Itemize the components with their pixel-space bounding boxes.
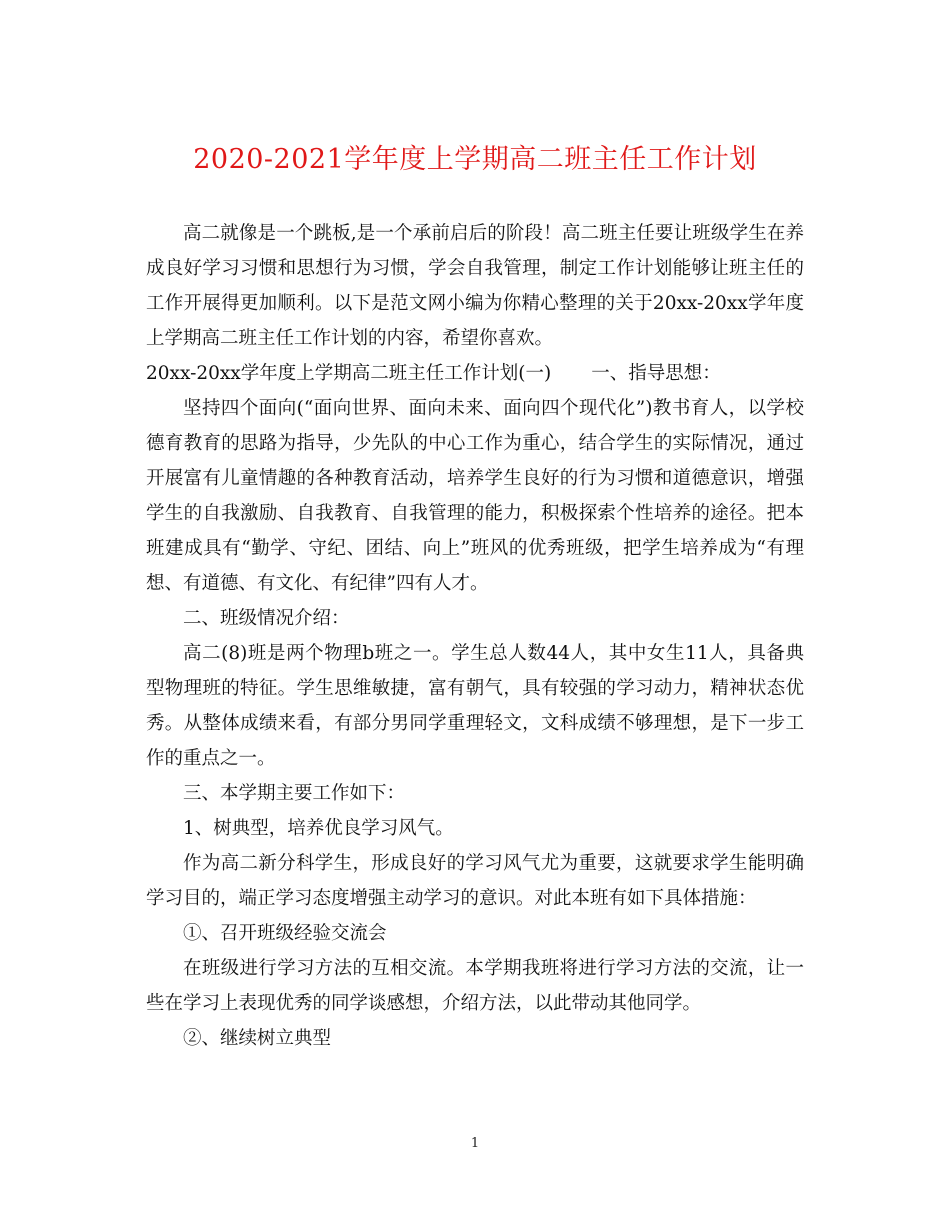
section1-heading: 一、指导思想： (591, 363, 721, 384)
plan-heading: 20xx-20xx学年度上学期高二班主任工作计划(一) (146, 363, 552, 384)
item1-paragraph: 作为高二新分科学生，形成良好的学习风气尤为重要，这就要求学生能明确学习目的，端正学习态度增强主动学习的意识。对此本班有如下具体措施： (146, 853, 804, 909)
measure1-heading: ①、召开班级经验交流会 (183, 923, 387, 944)
section2-heading: 二、班级情况介绍： (183, 608, 350, 629)
page-number: 1 (470, 1136, 480, 1151)
item1-heading: 1、树典型，培养优良学习风气。 (183, 818, 454, 839)
measure1-paragraph: 在班级进行学习方法的互相交流。本学期我班将进行学习方法的交流，让一些在学习上表现优秀的同学谈感想，介绍方法，以此带动其他同学。 (146, 958, 804, 1014)
intro-paragraph: 高二就像是一个跳板,是一个承前启后的阶段！高二班主任要让班级学生在养成良好学习习惯和思想行为习惯，学会自我管理，制定工作计划能够让班主任的工作开展得更加顺利。以下是范文网小编为你精心整理的关于20xx-20xx学年度上学期高二班主任工作计划的内容，希望你喜欢。 (146, 223, 804, 349)
section2-paragraph: 高二(8)班是两个物理b班之一。学生总人数44人，其中女生11人，具备典型物理班的特征。学生思维敏捷，富有朝气，具有较强的学习动力，精神状态优秀。从整体成绩来看，有部分男同学重理轻文，文科成绩不够理想，是下一步工作的重点之一。 (146, 643, 804, 769)
section3-heading: 三、本学期主要工作如下： (183, 783, 406, 804)
plan-heading-line (146, 356, 804, 391)
measure2-heading: ②、继续树立典型 (183, 1028, 332, 1049)
section1-paragraph: 坚持四个面向(“面向世界、面向未来、面向四个现代化”)教书育人，以学校德育教育的思路为指导，少先队的中心工作为重心，结合学生的实际情况，通过开展富有儿童情趣的各种教育活动，培养学生良好的行为习惯和道德意识，增强学生的自我激励、自我教育、自我管理的能力，积极探索个性培养的途径。把本班建成具有“勤学、守纪、团结、向上”班风的优秀班级，把学生培养成为“有理想、有道德、有文化、有纪律”四有人才。 (146, 398, 804, 594)
document-title: 2020-2021学年度上学期高二班主任工作计划 (193, 144, 757, 175)
document-body (146, 216, 804, 1056)
